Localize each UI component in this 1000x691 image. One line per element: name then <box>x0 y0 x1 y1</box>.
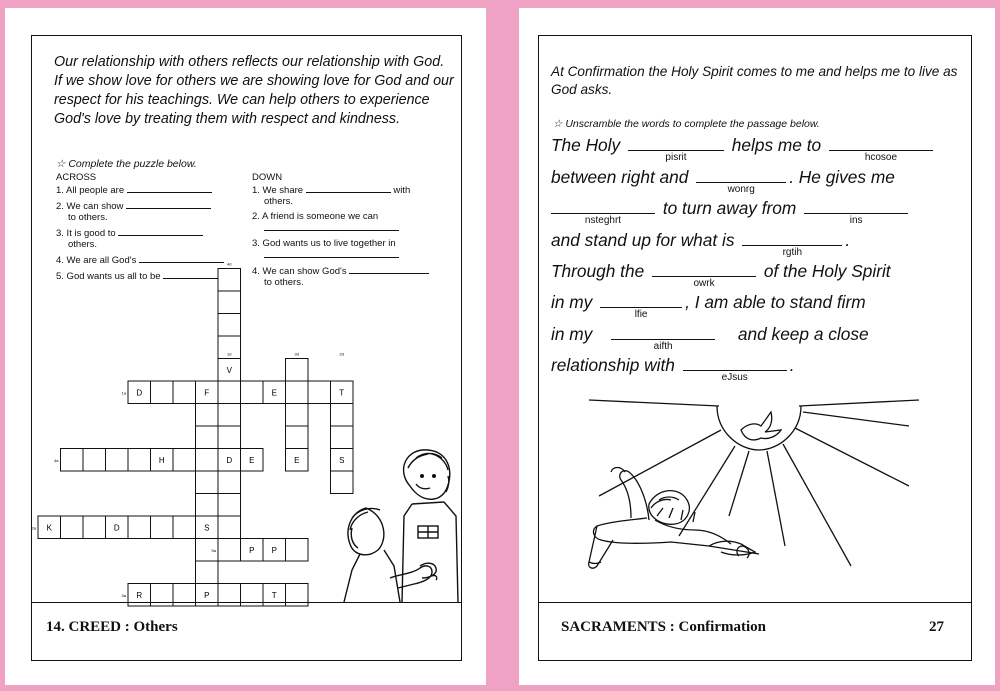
page-number: 27 <box>929 619 944 635</box>
crossword-cell[interactable] <box>128 516 151 539</box>
crossword-clue-number: 1d <box>227 351 232 357</box>
answer-blank-6[interactable] <box>742 231 842 258</box>
crossword-cell[interactable] <box>286 426 309 449</box>
crossword-cell[interactable] <box>196 471 219 494</box>
crossword-letter: R <box>136 590 143 600</box>
crossword-cell[interactable] <box>128 449 151 472</box>
across-title: ACROSS <box>56 172 97 183</box>
across-clue-4: 4. We are all God's <box>56 255 137 266</box>
crossword-letter: H <box>158 455 165 465</box>
crossword-cell[interactable] <box>83 516 106 539</box>
passage-line-6 <box>551 292 866 320</box>
crossword-letter: S <box>339 455 345 465</box>
answer-blank-8[interactable] <box>600 293 682 320</box>
passage-text: between right and <box>551 167 689 187</box>
across-clue-5: 5. God wants us all to be <box>56 271 161 282</box>
down-clue-4: 4. We can show God's <box>252 266 347 277</box>
right-instruction: ☆ Unscramble the words to complete the passage below. <box>553 118 820 130</box>
crossword-letter: P <box>204 590 210 600</box>
crossword-cell[interactable] <box>218 494 241 517</box>
holy-spirit-illustration <box>589 396 919 596</box>
crossword-letter: D <box>113 523 120 533</box>
crossword-cell[interactable] <box>151 516 174 539</box>
left-instruction: ☆ Complete the puzzle below. <box>56 158 197 170</box>
crossword-cell[interactable] <box>286 359 309 382</box>
crossword-cell[interactable] <box>173 449 196 472</box>
crossword-letter: S <box>204 523 210 533</box>
passage-text: , I am able to stand firm <box>685 292 866 312</box>
crossword-letter: P <box>271 545 277 555</box>
crossword-cell[interactable] <box>218 404 241 427</box>
crossword-cell[interactable] <box>218 471 241 494</box>
passage-text: in my <box>551 292 593 312</box>
scrambled-word-5: ins <box>849 215 863 226</box>
scrambled-word-3: wonrg <box>727 184 755 195</box>
crossword-cell[interactable] <box>218 314 241 337</box>
crossword-cell[interactable] <box>218 539 241 562</box>
right-footer-divider <box>539 602 971 603</box>
crossword-letter: T <box>339 388 345 398</box>
scrambled-word-2: hcosoe <box>864 152 898 163</box>
crossword-cell[interactable] <box>241 381 264 404</box>
crossword-cell[interactable] <box>196 561 219 584</box>
passage-text: Through the <box>551 261 645 281</box>
passage-text: to turn away from <box>662 198 797 218</box>
crossword-cell[interactable] <box>218 426 241 449</box>
scrambled-word-6: rgtih <box>782 247 803 258</box>
passage-text: relationship with <box>551 355 675 375</box>
crossword-letter: P <box>249 545 255 555</box>
crossword-cell[interactable] <box>151 381 174 404</box>
passage-line-3 <box>551 198 911 226</box>
scrambled-word-7: owrk <box>693 278 715 289</box>
crossword-cell[interactable] <box>61 516 84 539</box>
down-clue-1: 1. We share <box>252 185 304 196</box>
passage-text: helps me to <box>731 135 822 155</box>
right-intro-text: At Confirmation the Holy Spirit comes to me and helps me to live as God asks. <box>551 64 958 97</box>
crossword-clue-number: 2d <box>339 351 344 357</box>
scrambled-word-8: lfie <box>634 309 648 320</box>
crossword-clue-number: 3d <box>294 351 299 357</box>
crossword-clue-number: 2a <box>31 525 36 531</box>
passage-line-7 <box>551 324 869 352</box>
crossword-letter: E <box>249 455 255 465</box>
crossword-cell[interactable] <box>286 381 309 404</box>
right-page-frame <box>538 35 972 661</box>
right-page <box>519 8 995 685</box>
passage-line-4 <box>551 230 851 258</box>
down-clue-4b: to others. <box>264 277 304 288</box>
passage-line-8 <box>551 355 795 383</box>
passage-text: and keep a close <box>737 324 869 344</box>
children-illustration <box>332 446 460 602</box>
crossword-letter: T <box>271 590 277 600</box>
across-clue-2: 2. We can show <box>56 201 124 212</box>
crossword-cell[interactable] <box>106 449 129 472</box>
crossword-cell[interactable] <box>218 269 241 292</box>
passage-text: . He gives me <box>789 167 895 187</box>
crossword-clue-number: 4d <box>227 261 232 267</box>
passage-text: . <box>845 230 851 250</box>
right-footer-title: SACRAMENTS : Confirmation <box>561 619 767 635</box>
crossword-letter: E <box>294 455 300 465</box>
down-clue-3: 3. God wants us to live together in <box>252 238 396 249</box>
passage-text: of the Holy Spirit <box>763 261 891 281</box>
answer-blank-1[interactable] <box>628 136 724 163</box>
crossword-letter: D <box>226 455 233 465</box>
left-page <box>5 8 486 685</box>
scrambled-word-1: pisrit <box>665 152 687 163</box>
crossword-clue-number: 4a <box>54 457 59 463</box>
answer-blank-2[interactable] <box>829 136 933 163</box>
across-clue-3: 3. It is good to <box>56 228 116 239</box>
crossword-letter: D <box>136 388 143 398</box>
left-page-frame <box>31 35 462 661</box>
crossword-clue-number: 5a <box>211 547 216 553</box>
scrambled-word-4: nsteghrt <box>584 215 622 226</box>
down-clue-1-with: with <box>393 185 411 196</box>
crossword-clue-number: 3a <box>121 592 126 598</box>
crossword-letter: V <box>226 365 232 375</box>
across-clue-3b: others. <box>68 239 98 250</box>
down-clue-2: 2. A friend is someone we can <box>252 211 379 222</box>
scrambled-word-10: eJsus <box>721 372 748 383</box>
answer-blank-10[interactable] <box>683 356 787 383</box>
crossword-cell[interactable] <box>286 539 309 562</box>
down-title: DOWN <box>252 172 283 183</box>
passage-text: . <box>789 355 795 375</box>
crossword-cell[interactable] <box>196 404 219 427</box>
crossword-cell[interactable] <box>218 516 241 539</box>
crossword-cell[interactable] <box>286 404 309 427</box>
crossword-cell[interactable] <box>218 381 241 404</box>
crossword-clue-number: 1a <box>121 390 126 396</box>
crossword-cell[interactable] <box>308 381 331 404</box>
crossword-cell[interactable] <box>196 494 219 517</box>
answer-blank-5[interactable] <box>804 199 908 226</box>
answer-blank-4[interactable] <box>551 199 655 226</box>
passage-text: The Holy <box>551 135 621 155</box>
answer-blank-3[interactable] <box>696 168 786 195</box>
passage-text: in my <box>551 324 593 344</box>
across-clue-1: 1. All people are <box>56 185 125 196</box>
left-footer-divider <box>32 602 461 603</box>
crossword-letter: E <box>271 388 277 398</box>
crossword-letter: K <box>46 523 52 533</box>
passage-line-5 <box>551 261 891 289</box>
answer-blank-9[interactable] <box>611 325 715 352</box>
left-footer-title: 14. CREED : Others <box>46 619 178 635</box>
scrambled-word-9: aifth <box>653 341 673 352</box>
crossword-cell[interactable] <box>173 381 196 404</box>
passage-text: and stand up for what is <box>551 230 735 250</box>
crossword-letter: F <box>204 388 210 398</box>
crossword-cell[interactable] <box>83 449 106 472</box>
crossword-cell[interactable] <box>196 426 219 449</box>
crossword-cell[interactable] <box>173 516 196 539</box>
down-clue-1b: others. <box>264 196 294 207</box>
answer-blank-7[interactable] <box>652 262 756 289</box>
crossword-cell[interactable] <box>196 449 219 472</box>
crossword-cell[interactable] <box>331 404 354 427</box>
passage-line-1 <box>551 135 936 163</box>
across-clue-2b: to others. <box>68 212 108 223</box>
crossword-cell[interactable] <box>218 291 241 314</box>
passage-line-2 <box>551 167 895 195</box>
crossword-cell[interactable] <box>61 449 84 472</box>
left-intro-text: Our relationship with others reflects our relationship with God. If we show love for others we are showing love for God and our respect for his teachings. We can help others to experience God's love by treating them with respect and kindness. <box>54 54 454 127</box>
